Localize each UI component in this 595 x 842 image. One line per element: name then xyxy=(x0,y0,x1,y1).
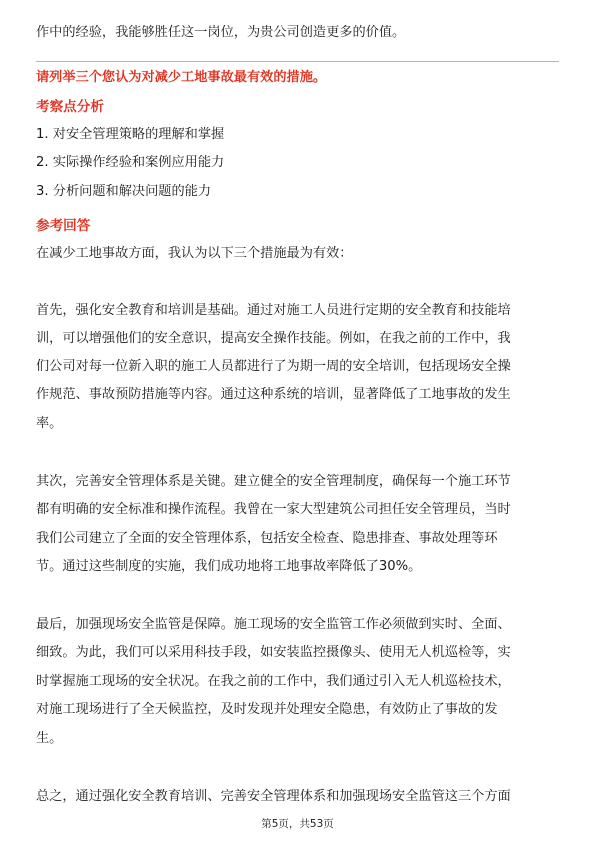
paragraph3-line-5: 生。 xyxy=(36,731,63,746)
paragraph3-line-4: 对施工现场进行了全天候监控，及时发现并处理安全隐患，有效防止了事故的发 xyxy=(36,702,498,717)
paragraph1-line-5: 率。 xyxy=(36,416,63,431)
document-page xyxy=(36,0,559,842)
analysis-heading: 考察点分析 xyxy=(36,99,104,115)
conclusion-line-1: 总之，通过强化安全教育培训、完善安全管理体系和加强现场安全监管这三个方面 xyxy=(36,789,511,804)
section-divider xyxy=(36,61,559,62)
paragraph2-line-2: 都有明确的安全标准和操作流程。我曾在一家大型建筑公司担任安全管理员，当时 xyxy=(36,502,511,517)
paragraph3-line-2: 细致。为此，我们可以采用科技手段，如安装监控摄像头、使用无人机巡检等，实 xyxy=(36,645,511,660)
paragraph1-line-1: 首先，强化安全教育和培训是基础。通过对施工人员进行定期的安全教育和技能培 xyxy=(36,303,511,318)
answer-opening: 在减少工地事故方面，我认为以下三个措施最为有效： xyxy=(36,246,353,261)
paragraph2-line-4: 节。通过这些制度的实施，我们成功地将工地事故率降低了30%。 xyxy=(36,559,422,574)
intro-tail-text: 作中的经验，我能够胜任这一岗位，为贵公司创造更多的价值。 xyxy=(36,25,406,40)
paragraph3-line-3: 时掌握施工现场的安全状况。在我之前的工作中，我们通过引入无人机巡检技术， xyxy=(36,674,511,689)
answer-heading: 参考回答 xyxy=(36,218,91,234)
analysis-item-3: 3. 分析问题和解决问题的能力 xyxy=(36,184,212,199)
paragraph2-line-3: 我们公司建立了全面的安全管理体系，包括安全检查、隐患排查、事故处理等环 xyxy=(36,531,498,546)
paragraph2-line-1: 其次，完善安全管理体系是关键。建立健全的安全管理制度，确保每一个施工环节 xyxy=(36,474,511,489)
page-number-footer: 第5页，共53页 xyxy=(261,818,334,830)
paragraph1-line-3: 们公司对每一位新入职的施工人员都进行了为期一周的安全培训，包括现场安全操 xyxy=(36,359,511,374)
analysis-item-2: 2. 实际操作经验和案例应用能力 xyxy=(36,155,225,170)
paragraph1-line-2: 训，可以增强他们的安全意识，提高安全操作技能。例如，在我之前的工作中，我 xyxy=(36,331,511,346)
analysis-item-1: 1. 对安全管理策略的理解和掌握 xyxy=(36,127,225,142)
paragraph3-line-1: 最后，加强现场安全监管是保障。施工现场的安全监管工作必须做到实时、全面、 xyxy=(36,617,511,632)
question-text: 请列举三个您认为对减少工地事故最有效的措施。 xyxy=(36,70,327,85)
paragraph1-line-4: 作规范、事故预防措施等内容。通过这种系统的培训，显著降低了工地事故的发生 xyxy=(36,387,511,402)
